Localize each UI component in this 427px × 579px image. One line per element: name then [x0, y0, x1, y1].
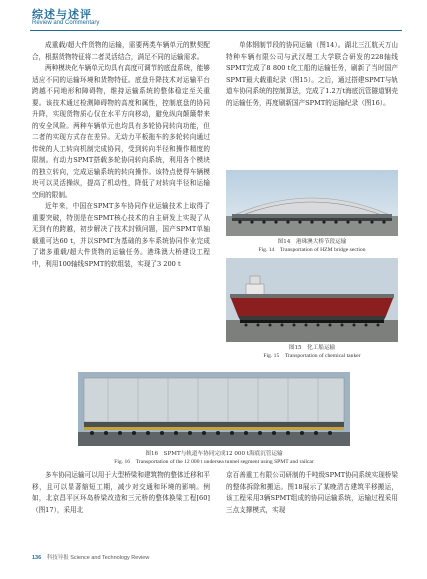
bridge-section-illustration: [226, 170, 398, 236]
figure-15-photo: [226, 258, 398, 342]
caption-zh: 图14 港珠澳大桥节段运输: [277, 239, 347, 245]
caption-en: Fig. 15 Transportation of chemical tanker: [263, 353, 361, 359]
bottom-right-column: [226, 470, 398, 516]
caption-en: Fig. 14 Transportation of HZM bridge section: [258, 247, 366, 253]
figure-15-caption: [226, 344, 398, 360]
header-rule: [30, 30, 402, 31]
section-title: 综述与述评: [32, 8, 92, 21]
page-footer: [32, 553, 149, 561]
paragraph: 单体钢制节段的协同运输（图14）。湖北三江航天万山特种车辆有限公司与武汉理工大学联合研发的228轴线SPMT完成了8 800 t化工船的运输任务，刷新了当时国产SPMT最大载重纪录（图15）。之后，通过搭建SPMT与轨道车协同系统的控制算法，完成了1.2万t海底沉管隧道钢壳的运输任务，再度刷新国产SPMT的运输纪录（图16）。: [226, 41, 398, 107]
bottom-left-column: [32, 470, 210, 516]
section-subtitle: Review and Commentary: [32, 20, 100, 26]
page-header: [0, 0, 427, 32]
figure-14-caption: [226, 238, 398, 254]
paragraph: 多车协同运输可以用于大型桥梁和建筑物的整体迁移和平移，且可以显著缩短工期，减少对交通和环境的影响。例如，北京昌平区环岛桥梁改造和三元桥的整体换梁工程[60]（图17），采用北: [32, 471, 210, 514]
figure-14-photo: [226, 170, 398, 236]
paragraph: 成重载/超大件货物的运输，需要两类车辆单元的默契配合，根据货物特征将二者灵活结合，满足不同的运输需求。: [32, 41, 210, 61]
paragraph: 两种模块化车辆单元均具有高度可调节的底盘系统，能够适应不同的运输环境和货物特征。底盘升降技术对运输平台跨越不同地形和障碍物，维持运输系统的整体稳定至关重要。该技术通过检测障碍物的高度和属性，控制底盘的协同升降，实现货物质心仅在水平方向移动，避免纵向颠簸带来的安全风险。两种车辆单元也均具有多轮协同转向功能，但二者的实现方式存在差异。无动力平板拖车的多轮转向通过传统的人工转向机制完成协同，受到转向半径和操作精度的限制。有动力SPMT搭载多轮协同转向系统，利用各个模块的独立转向，完成运输系统的转向操作。该特点使得车辆模块可以灵活操纵，提高了机动性，降低了对转向半径和运输空间的限制。: [32, 64, 210, 199]
journal-name: 科技导报 Science and Technology Review: [46, 555, 150, 561]
figure-16-caption: [40, 450, 388, 466]
caption-zh: 图15 化工船运输: [288, 345, 336, 351]
left-column: [32, 40, 210, 270]
figure-16-photo: [78, 372, 350, 446]
paragraph: 近年来，中国在SPMT多车协同作业运输技术上取得了重要突破，特别是在SPMT核心技术的自主研发上实现了从无到有的跨越，初步解决了技术封锁问题，国产SPMT单轴载重可达60 t，并以SPMT为基础的多车系统协同作业完成了诸多重载/超大件货物的运输任务。港珠澳大桥建设工程中，利用100轴线SPMT的软组装，实现了3 200 t: [32, 202, 210, 268]
tunnel-segment-illustration: [78, 372, 350, 446]
caption-zh: 图16 SPMT与轨道车协同完成12 000 t海底沉管运输: [145, 451, 283, 457]
page-number: 136: [32, 555, 42, 561]
chemical-tanker-illustration: [226, 258, 398, 342]
right-column: [226, 40, 398, 109]
paragraph: 京百善重工有限公司研制的千吨级SPMT协同系统实现桥梁的整体拆除和搬运。图18展示了某晚清古建筑平移搬运，该工程采用3辆SPMT组成的协同运输系统，运输过程采用三点支撑模式，实现: [226, 471, 398, 514]
caption-en: Fig. 16 Transportation of the 12 000 t undersea tunnel segment using SPMT and railcar: [114, 459, 314, 465]
